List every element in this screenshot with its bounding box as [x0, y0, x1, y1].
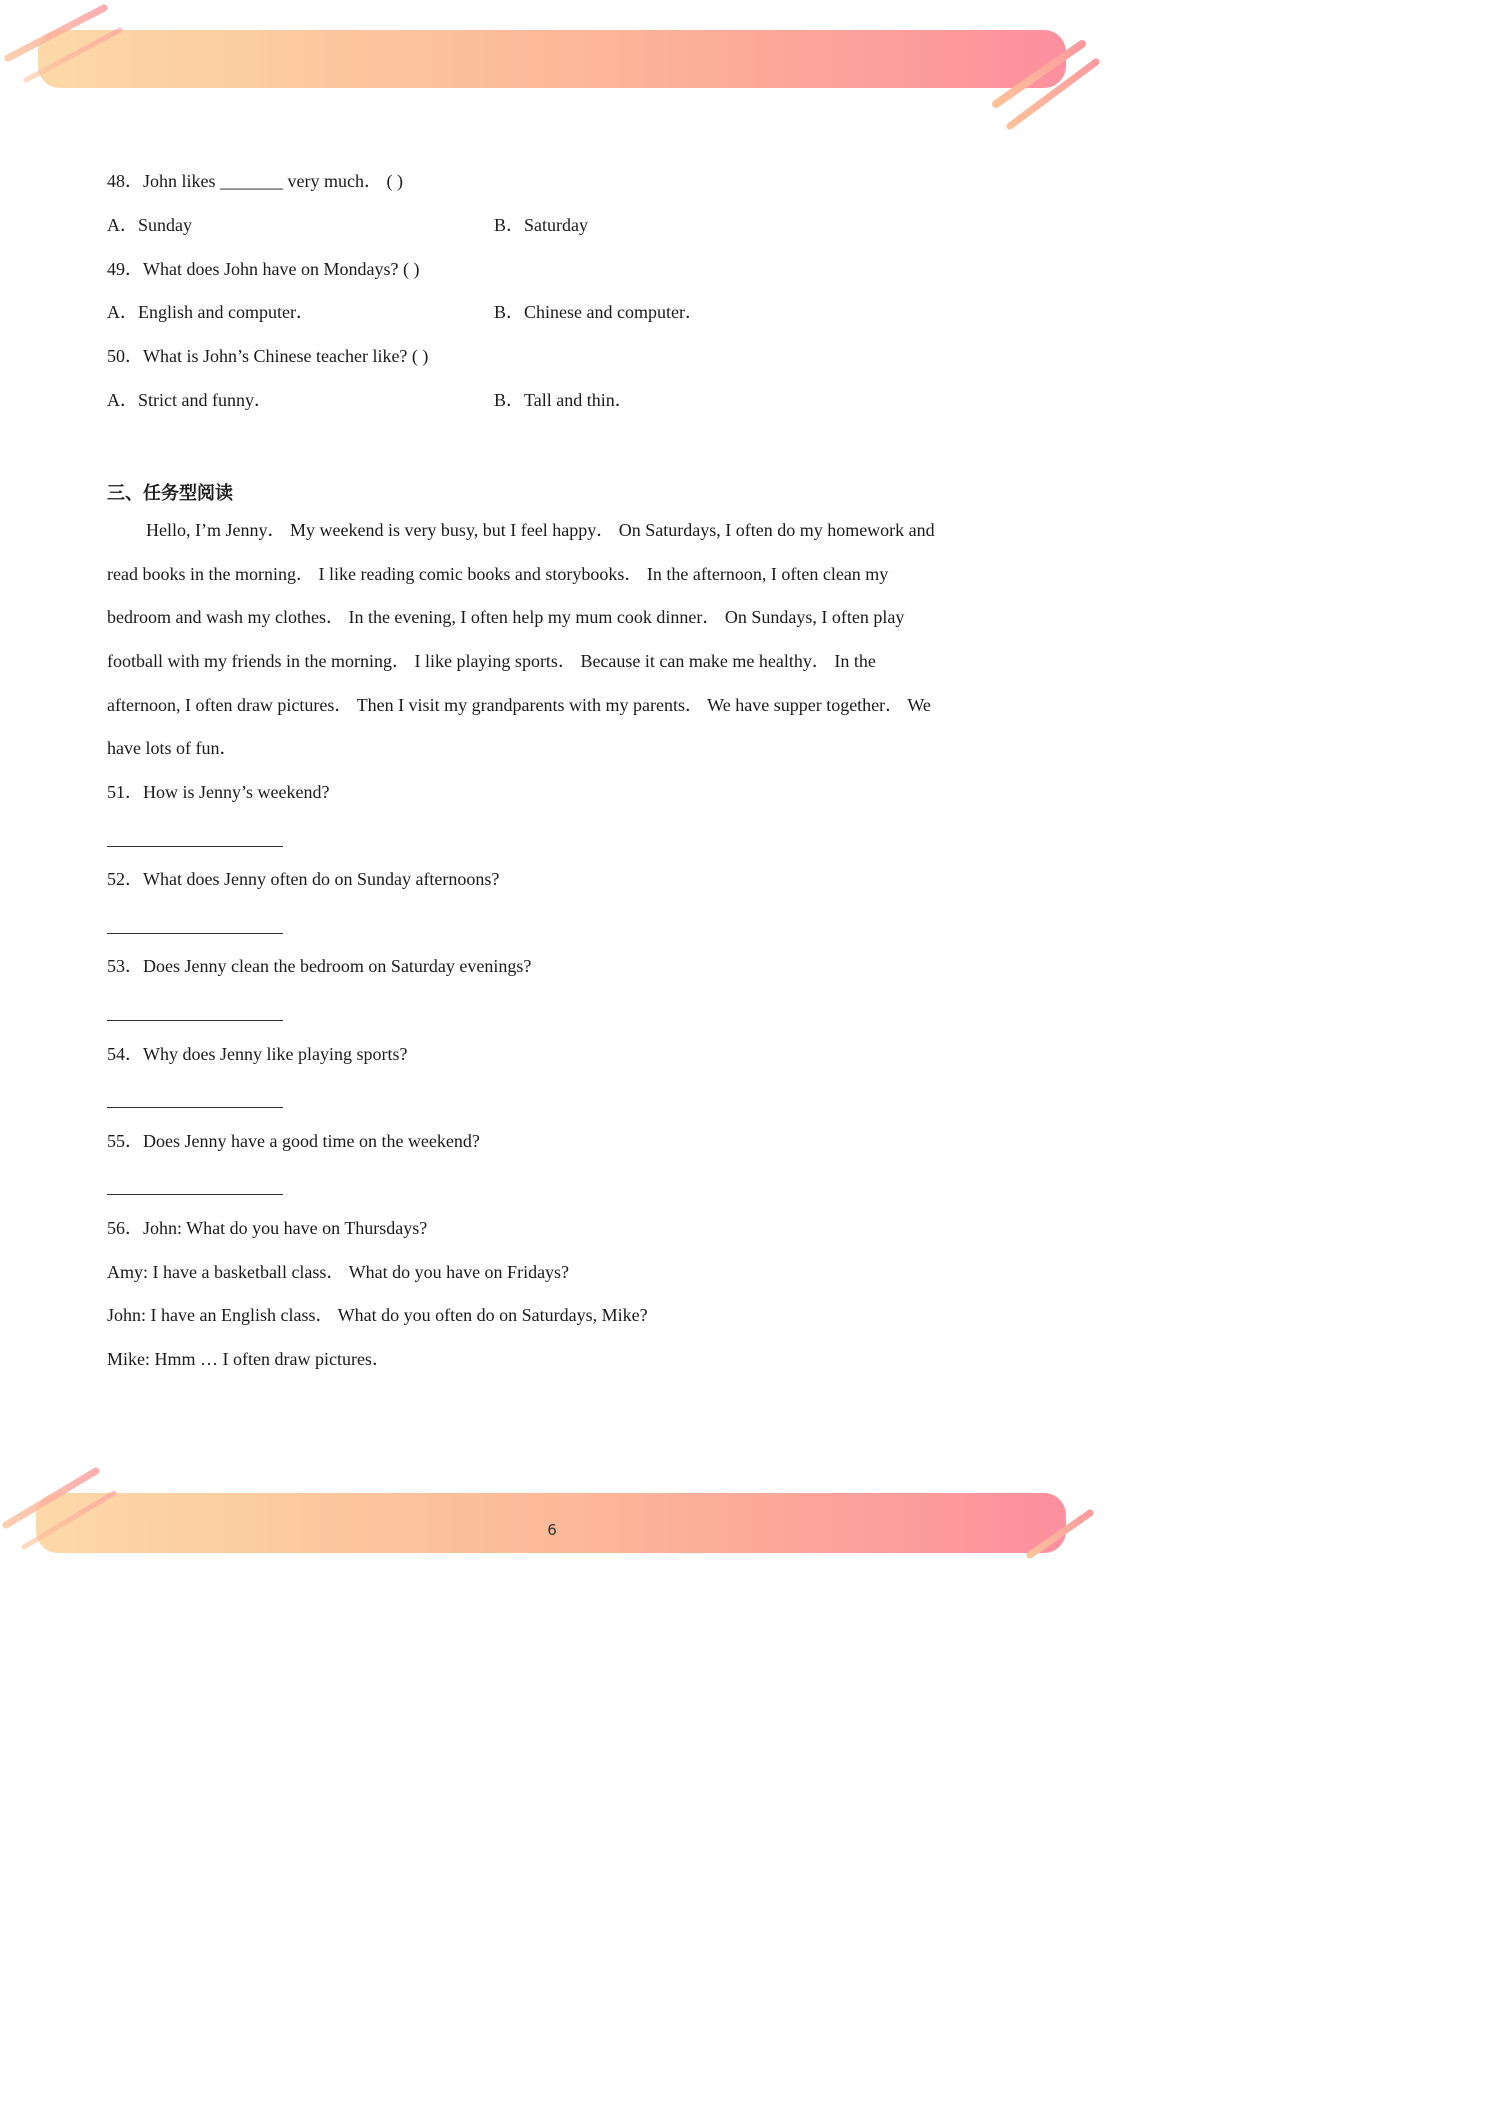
option-a: A．English and computer． — [107, 302, 314, 322]
passage-line: afternoon, I often draw pictures． Then I visit my grandparents with my parents． We have supper together． We — [107, 695, 931, 715]
answer-blank[interactable] — [107, 1194, 283, 1195]
question-stem: 48．John likes _______ very much． ( ) — [107, 171, 403, 191]
page-number: 6 — [547, 1521, 557, 1539]
question-stem: 51．How is Jenny’s weekend? — [107, 782, 330, 802]
answer-blank[interactable] — [107, 1020, 283, 1021]
option-b: B．Saturday — [494, 215, 588, 235]
passage-line: Hello, I’m Jenny． My weekend is very busy, but I feel happy． On Saturdays, I often do my homework and — [146, 520, 935, 540]
option-a: A．Sunday — [107, 215, 192, 235]
passage-line: read books in the morning． I like reading comic books and storybooks． In the afternoon, I often clean my — [107, 564, 889, 584]
answer-blank[interactable] — [107, 933, 283, 934]
passage-line: have lots of fun． — [107, 738, 238, 758]
answer-blank[interactable] — [107, 846, 283, 847]
dialogue-line: 56．John: What do you have on Thursdays? — [107, 1218, 428, 1238]
dialogue-line: John: I have an English class． What do you often do on Saturdays, Mike? — [107, 1305, 648, 1325]
answer-blank[interactable] — [107, 1107, 283, 1108]
question-stem: 52．What does Jenny often do on Sunday afternoons? — [107, 869, 500, 889]
dialogue-line: Amy: I have a basketball class． What do you have on Fridays? — [107, 1262, 570, 1282]
passage-line: bedroom and wash my clothes． In the evening, I often help my mum cook dinner． On Sundays, I often play — [107, 607, 905, 627]
option-a: A．Strict and funny． — [107, 390, 272, 410]
question-stem: 54．Why does Jenny like playing sports? — [107, 1044, 408, 1064]
dialogue-line: Mike: Hmm … I often draw pictures． — [107, 1349, 390, 1369]
header-banner — [0, 0, 1104, 140]
footer-banner — [0, 1455, 1104, 1568]
passage-line: football with my friends in the morning． I like playing sports． Because it can make me healthy． In the — [107, 651, 876, 671]
question-stem: 53．Does Jenny clean the bedroom on Saturday evenings? — [107, 956, 532, 976]
question-stem: 55．Does Jenny have a good time on the weekend? — [107, 1131, 480, 1151]
option-b: B．Chinese and computer． — [494, 302, 703, 322]
option-b: B．Tall and thin． — [494, 390, 633, 410]
question-stem: 49．What does John have on Mondays? ( ) — [107, 259, 420, 279]
question-stem: 50．What is John’s Chinese teacher like? ( ) — [107, 346, 429, 366]
section-title: 三、任务型阅读 — [107, 483, 233, 503]
